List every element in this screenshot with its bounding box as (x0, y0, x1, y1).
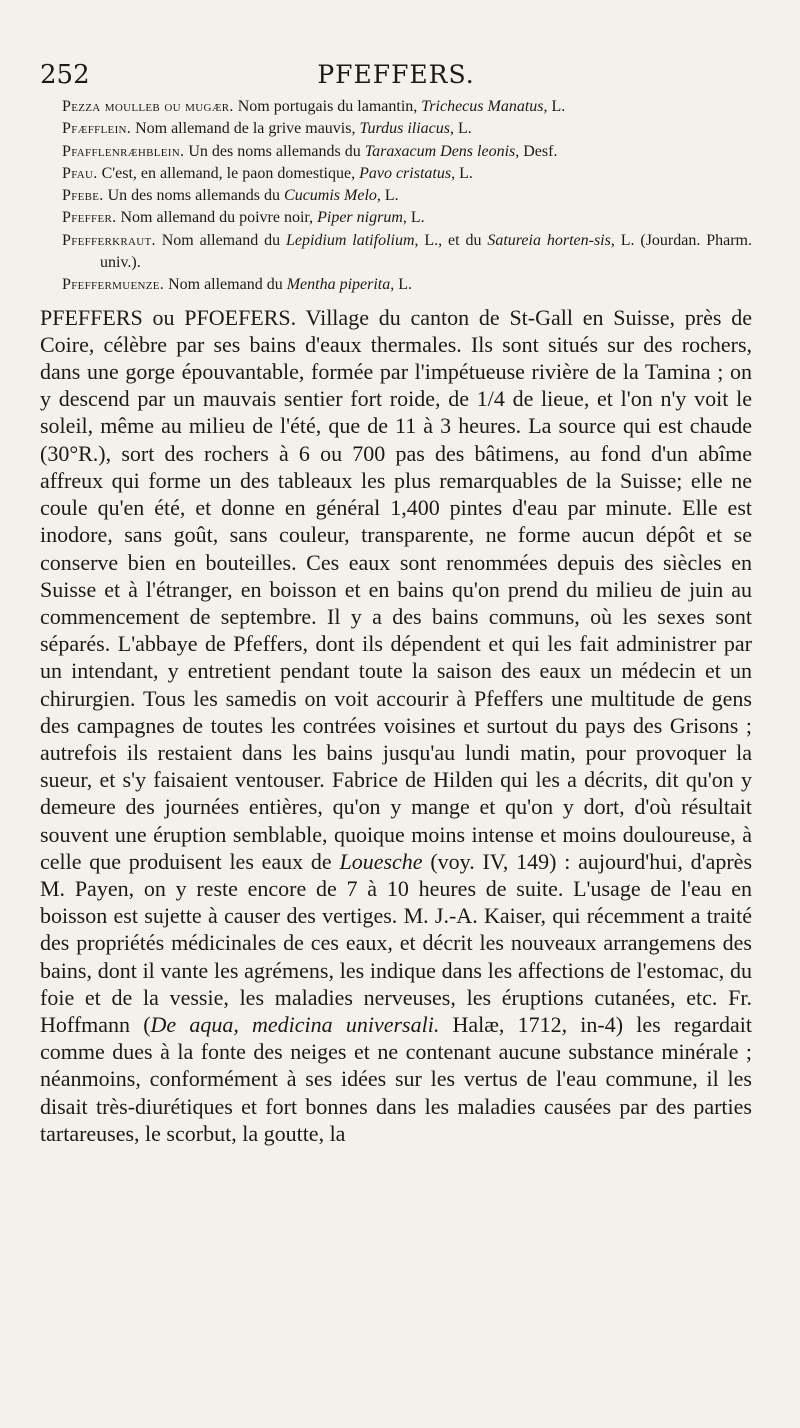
short-entries (40, 96, 752, 297)
entry-text: Nom allemand du (155, 231, 286, 249)
entry-latin-name: Satureia horten-sis (487, 231, 611, 249)
article-text: PFEFFERS ou PFOEFERS. Village du canton de St-Gall en Suisse, près de Coire, célèbre par ses bains d'eaux thermales. Ils sont situés sur des rochers, dans une gorge épouvantable, formée par l'impétueuse rivière de la Tamina ; on y descend par un mauvais sentier fort roide, de 1/4 de lieue, et l'on n'y voit le soleil, même au milieu de l'été, que de 11 à 3 heures. La source qui est chaude (30°R.), sort des rochers à 6 ou 700 pas des bâtimens, au fond d'un abîme affreux qui forme un des tableaux les plus remarquables de la Suisse; elle ne coule qu'en été, et donne en général 1,400 pintes d'eau par minute. Elle est inodore, sans goût, sans couleur, transparente, ne forme aucun dépôt et se conserve bien en bouteilles. Ces eaux sont renommées depuis des siècles en Suisse et à l'étranger, en boisson et en bains qu'on prend du milieu de juin au commencement de septembre. Il y a des bains communs, où les sexes sont séparés. L'abbaye de Pfeffers, dont ils dépendent et qui les fait administrer par un intendant, y entretient pendant toute la saison des eaux un médecin et un chirurgien. Tous les samedis on voit accourir à Pfeffers une multitude de gens des campagnes de toutes les contrées voisines et surtout du pays des Grisons ; autrefois ils restaient dans les bains jusqu'au lundi matin, pour provoquer la sueur, et s'y faisaient ventouser. Fabrice de Hilden qui les a décrits, dit qu'on y demeure des journées entières, qu'on y mange et qu'on y dort, d'où résultait souvent une éruption semblable, quoique moins intense et moins douloureuse, à celle que produisent les eaux de (40, 304, 752, 874)
entry-headword: Pfeffermuenze. (62, 276, 165, 294)
entry-text: Nom portugais du lamantin, (233, 98, 422, 115)
entry-latin-name: Trichecus Manatus (421, 98, 544, 115)
entry-headword: Pfæfflein. (62, 120, 132, 138)
entry-authority: , L. (376, 187, 399, 205)
entry-authority: , L. (390, 276, 413, 294)
entry-text: C'est, en allemand, le paon domestique, (97, 164, 360, 182)
entry-headword: Pezza moulleb ou mugær. (62, 98, 234, 115)
entry-text: Un des noms allemands du (184, 142, 365, 160)
entry-headword: Pfeffer. (62, 209, 117, 227)
entry-authority: , L. (543, 98, 566, 115)
entry-headword: Pfefferkraut. (62, 231, 156, 249)
entry-text: Un des noms allemands du (103, 187, 285, 205)
entry (40, 230, 752, 275)
entry-text: Nom allemand de la grive mauvis, (131, 120, 360, 138)
main-article (40, 304, 752, 1147)
article-text: Halæ, 1712, in-4) les regardait comme dues à la fonte des neiges et ne contenant aucune substance minérale ; néanmoins, conformément à ses idées sur les vertus de l'eau commune, il les disait très-diurétiques et fort bonnes dans les maladies causées par des parties tartareuses, le scorbut, la goutte, la (40, 1011, 752, 1146)
article-italic-place: Louesche (339, 848, 423, 874)
entry-headword: Pfau. (62, 164, 98, 182)
entry-authority: , Desf. (515, 142, 558, 160)
entry-text: , L., et du (414, 231, 488, 249)
entry-authority: , L. (451, 164, 473, 182)
entry-latin-name: Mentha piperita (286, 276, 391, 294)
page-header (40, 60, 752, 94)
entry-latin-name: Turdus iliacus (359, 120, 451, 138)
entry-authority: , L. (Jourdan. Pharm. univ.). (100, 231, 752, 272)
entry-latin-name: Taraxacum Dens leonis (364, 142, 516, 160)
entry-headword: Pfebe. (62, 187, 104, 205)
entry-latin-name: Lepidium latifolium (285, 231, 415, 249)
entry (40, 141, 752, 163)
entry-authority: , L. (450, 120, 472, 138)
entry (40, 274, 752, 296)
entry-text: Nom allemand du (164, 276, 287, 294)
entry (40, 207, 752, 229)
entry (40, 163, 752, 185)
entry-latin-name: Pavo cristatus (359, 164, 452, 182)
running-title: PFEFFERS. (317, 60, 475, 89)
page-number: 252 (40, 60, 90, 90)
entry-latin-name: Cucumis Melo (284, 187, 377, 205)
entry (40, 185, 752, 207)
entry-latin-name: Piper nigrum (317, 209, 403, 227)
entry-authority: , L. (402, 209, 425, 227)
entry (40, 118, 752, 140)
entry-text: Nom allemand du poivre noir, (116, 209, 318, 227)
article-italic-title: De aqua, medicina universali. (150, 1011, 440, 1037)
entry-headword: Pfafflenræhblein. (62, 142, 185, 160)
article-text: (voy. IV, 149) : aujourd'hui, d'après M. Payen, on y reste encore de 7 à 10 heures de suite. L'usage de l'eau en boisson est sujette à causer des vertiges. M. J.-A. Kaiser, qui récemment a traité des propriétés médicinales de ces eaux, et décrit les nouveaux arrangemens des bains, dont il vante les agrémens, les indique dans les affections de l'estomac, du foie et de la vessie, les maladies nerveuses, les éruptions cutanées, etc. Fr. Hoffmann ( (40, 848, 752, 1037)
entry (40, 96, 752, 118)
